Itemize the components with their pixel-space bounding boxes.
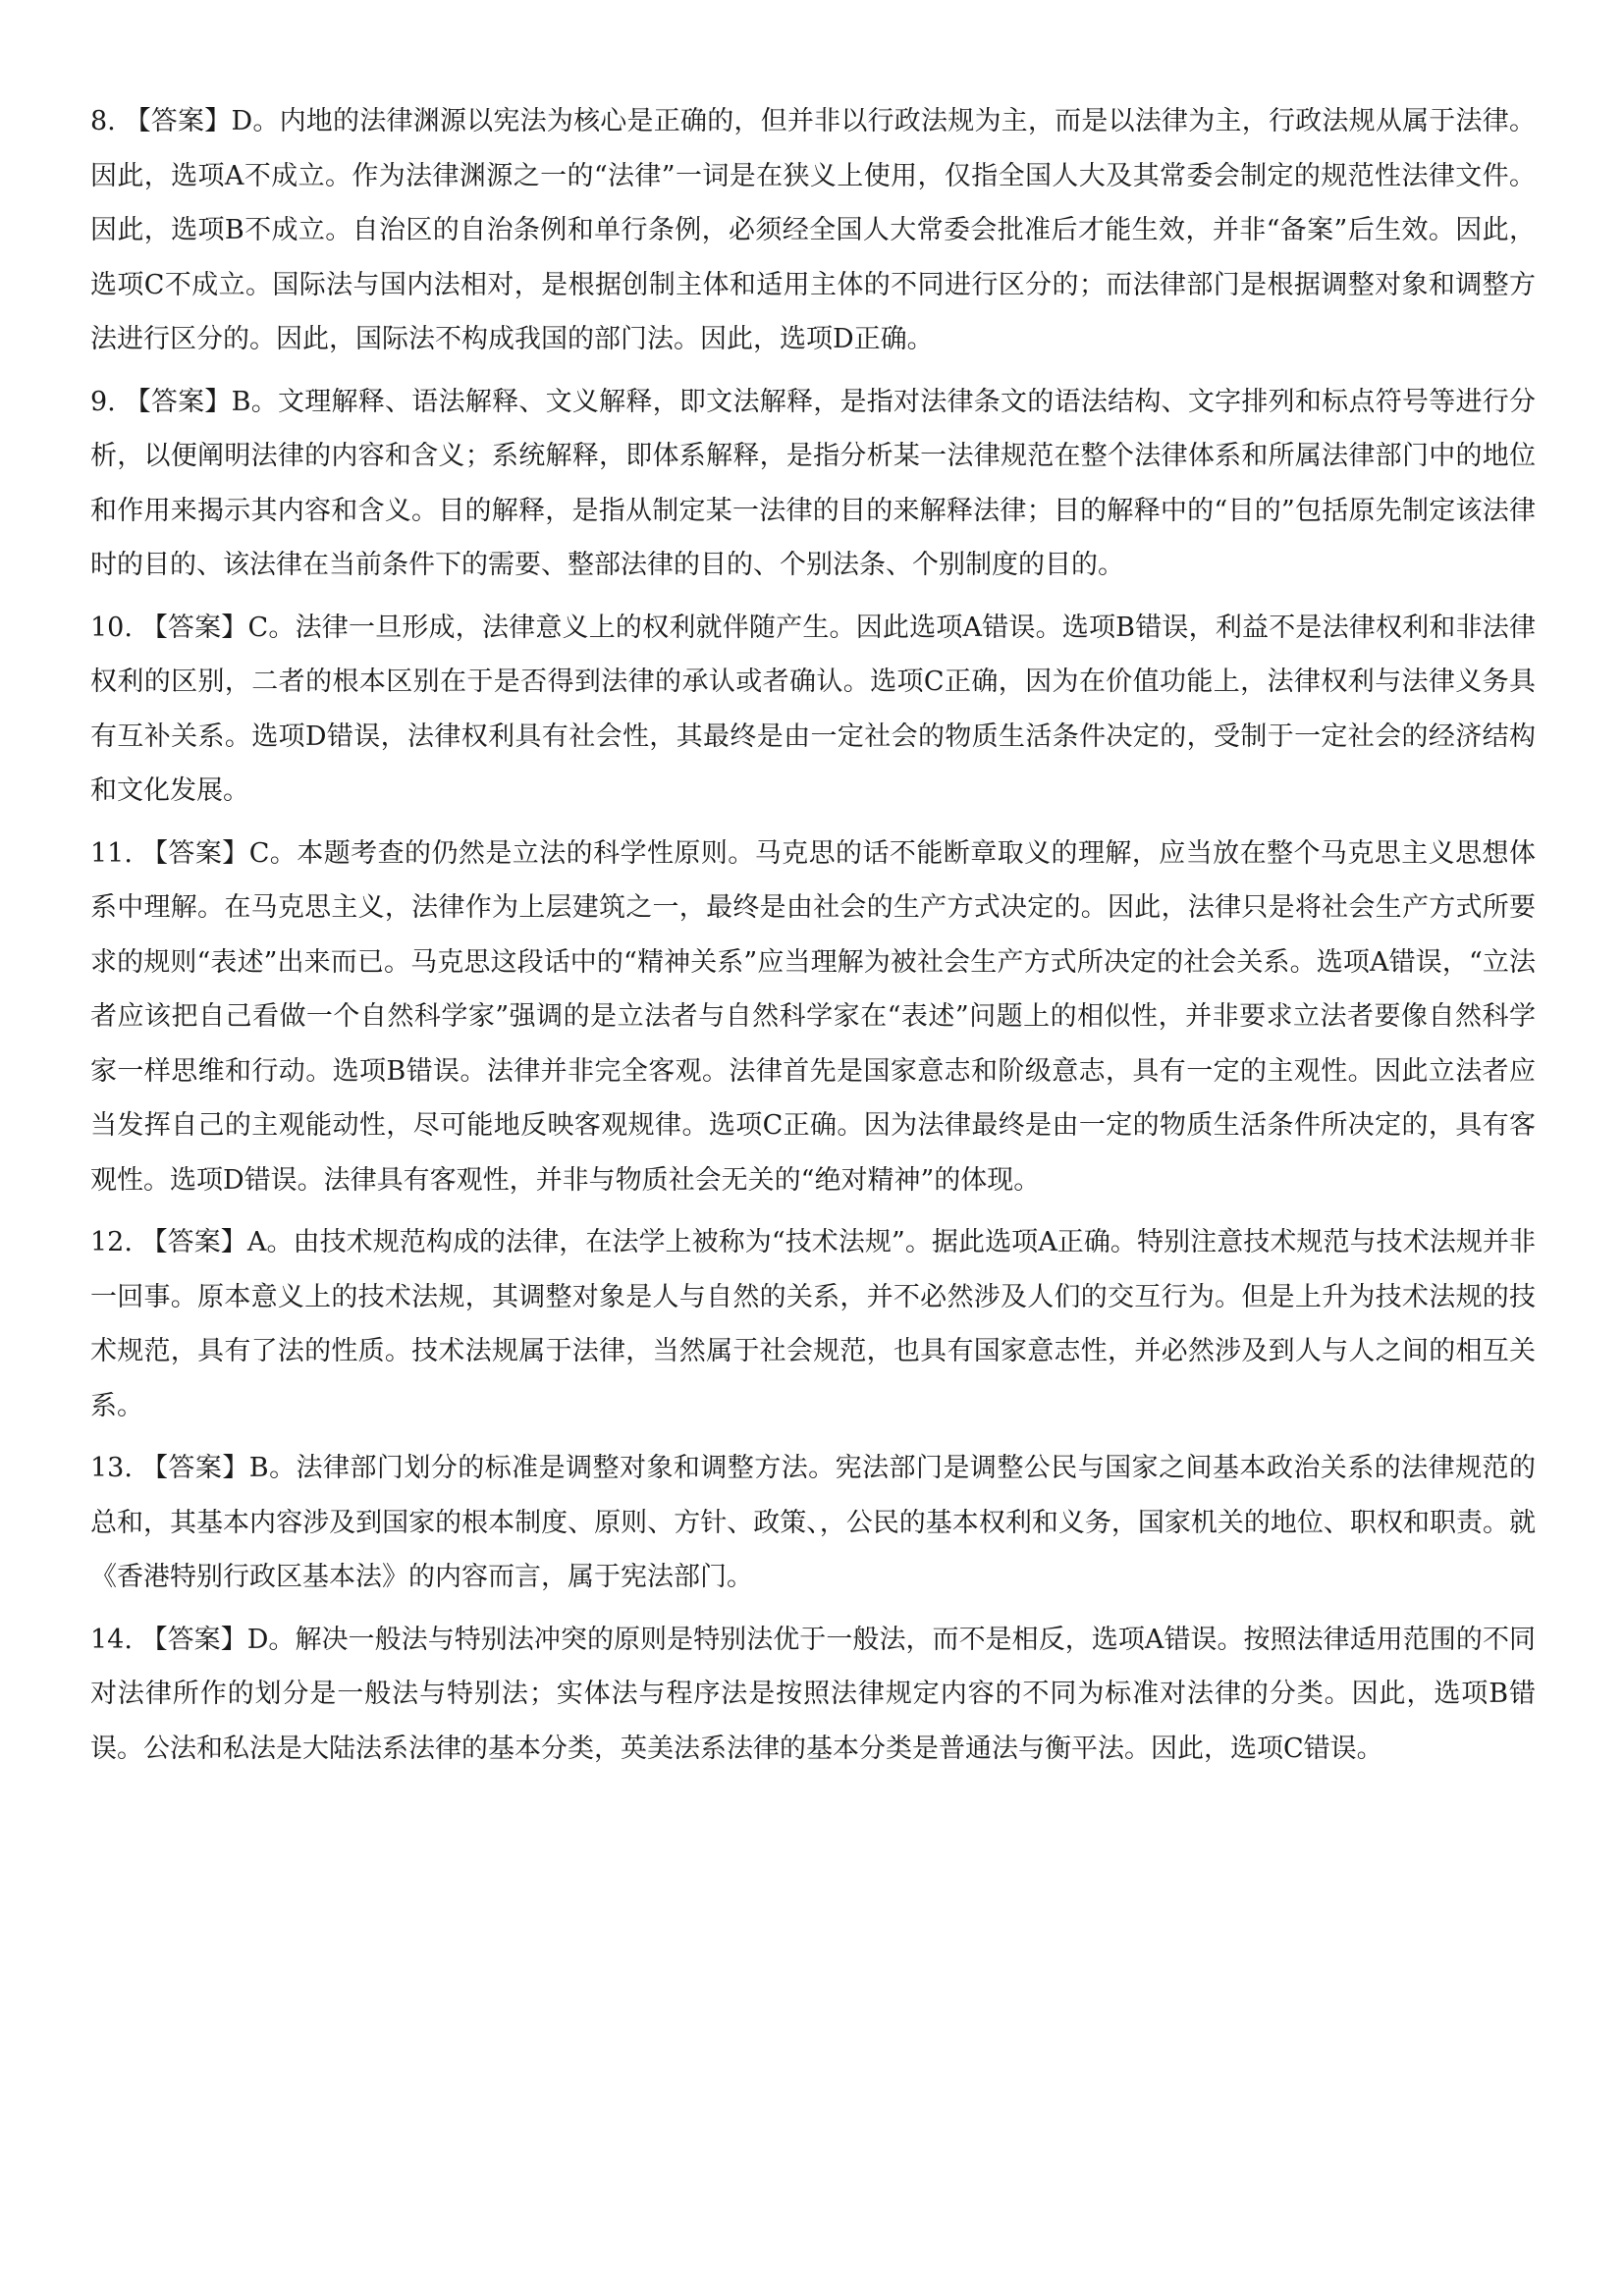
answer-paragraph-9: 9. 【答案】B。文理解释、语法解释、文义解释，即文法解释，是指对法律条文的语法结构、文字排列和标点符号等进行分析，以便阐明法律的内容和含义；系统解释，即体系解释，是指分析某一法律规范在整个法律体系和所属法律部门中的地位和作用来揭示其内容和含义。目的解释，是指从制定某一法律的目的来解释法律；目的解释中的“目的”包括原先制定该法律时的目的、该法律在当前条件下的需要、整部法律的目的、个别法条、个别制度的目的。 <box>90 386 1536 580</box>
answer-paragraph-10: 10. 【答案】C。法律一旦形成，法律意义上的权利就伴随产生。因此选项A错误。选项B错误，利益不是法律权利和非法律权利的区别，二者的根本区别在于是否得到法律的承认或者确认。选项C正确，因为在价值功能上，法律权利与法律义务具有互补关系。选项D错误，法律权利具有社会性，其最终是由一定社会的物质生活条件决定的，受制于一定社会的经济结构和文化发展。 <box>90 612 1536 806</box>
answer-paragraph-12: 12. 【答案】A。由技术规范构成的法律，在法学上被称为“技术法规”。据此选项A正确。特别注意技术规范与技术法规并非一回事。原本意义上的技术法规，其调整对象是人与自然的关系，并不必然涉及人们的交互行为。但是上升为技术法规的技术规范，具有了法的性质。技术法规属于法律，当然属于社会规范，也具有国家意志性，并必然涉及到人与人之间的相互关系。 <box>90 1227 1536 1421</box>
answer-paragraph-11: 11. 【答案】C。本题考查的仍然是立法的科学性原则。马克思的话不能断章取义的理解，应当放在整个马克思主义思想体系中理解。在马克思主义，法律作为上层建筑之一，最终是由社会的生产方式决定的。因此，法律只是将社会生产方式所要求的规则“表述”出来而已。马克思这段话中的“精神关系”应当理解为被社会生产方式所决定的社会关系。选项A错误，“立法者应该把自己看做一个自然科学家”强调的是立法者与自然科学家在“表述”问题上的相似性，并非要求立法者要像自然科学家一样思维和行动。选项B错误。法律并非完全客观。法律首先是国家意志和阶级意志，具有一定的主观性。因此立法者应当发挥自己的主观能动性，尽可能地反映客观规律。选项C正确。因为法律最终是由一定的物质生活条件所决定的，具有客观性。选项D错误。法律具有客观性，并非与物质社会无关的“绝对精神”的体现。 <box>90 837 1536 1196</box>
answer-paragraph-13: 13. 【答案】B。法律部门划分的标准是调整对象和调整方法。宪法部门是调整公民与国家之间基本政治关系的法律规范的总和，其基本内容涉及到国家的根本制度、原则、方针、政策、，公民的基本权利和义务，国家机关的地位、职权和职责。就《香港特别行政区基本法》的内容而言，属于宪法部门。 <box>90 1453 1536 1592</box>
answer-paragraph-14: 14. 【答案】D。解决一般法与特别法冲突的原则是特别法优于一般法，而不是相反，选项A错误。按照法律适用范围的不同对法律所作的划分是一般法与特别法；实体法与程序法是按照法律规定内容的不同为标准对法律的分类。因此，选项B错误。公法和私法是大陆法系法律的基本分类，英美法系法律的基本分类是普通法与衡平法。因此，选项C错误。 <box>90 1624 1536 1764</box>
answer-paragraph-8: 8. 【答案】D。内地的法律渊源以宪法为核心是正确的，但并非以行政法规为主，而是以法律为主，行政法规从属于法律。因此，选项A不成立。作为法律渊源之一的“法律”一词是在狭义上使用，仅指全国人大及其常委会制定的规范性法律文件。因此，选项B不成立。自治区的自治条例和单行条例，必须经全国人大常委会批准后才能生效，并非“备案”后生效。因此，选项C不成立。国际法与国内法相对，是根据创制主体和适用主体的不同进行区分的；而法律部门是根据调整对象和调整方法进行区分的。因此，国际法不构成我国的部门法。因此，选项D正确。 <box>90 106 1536 354</box>
